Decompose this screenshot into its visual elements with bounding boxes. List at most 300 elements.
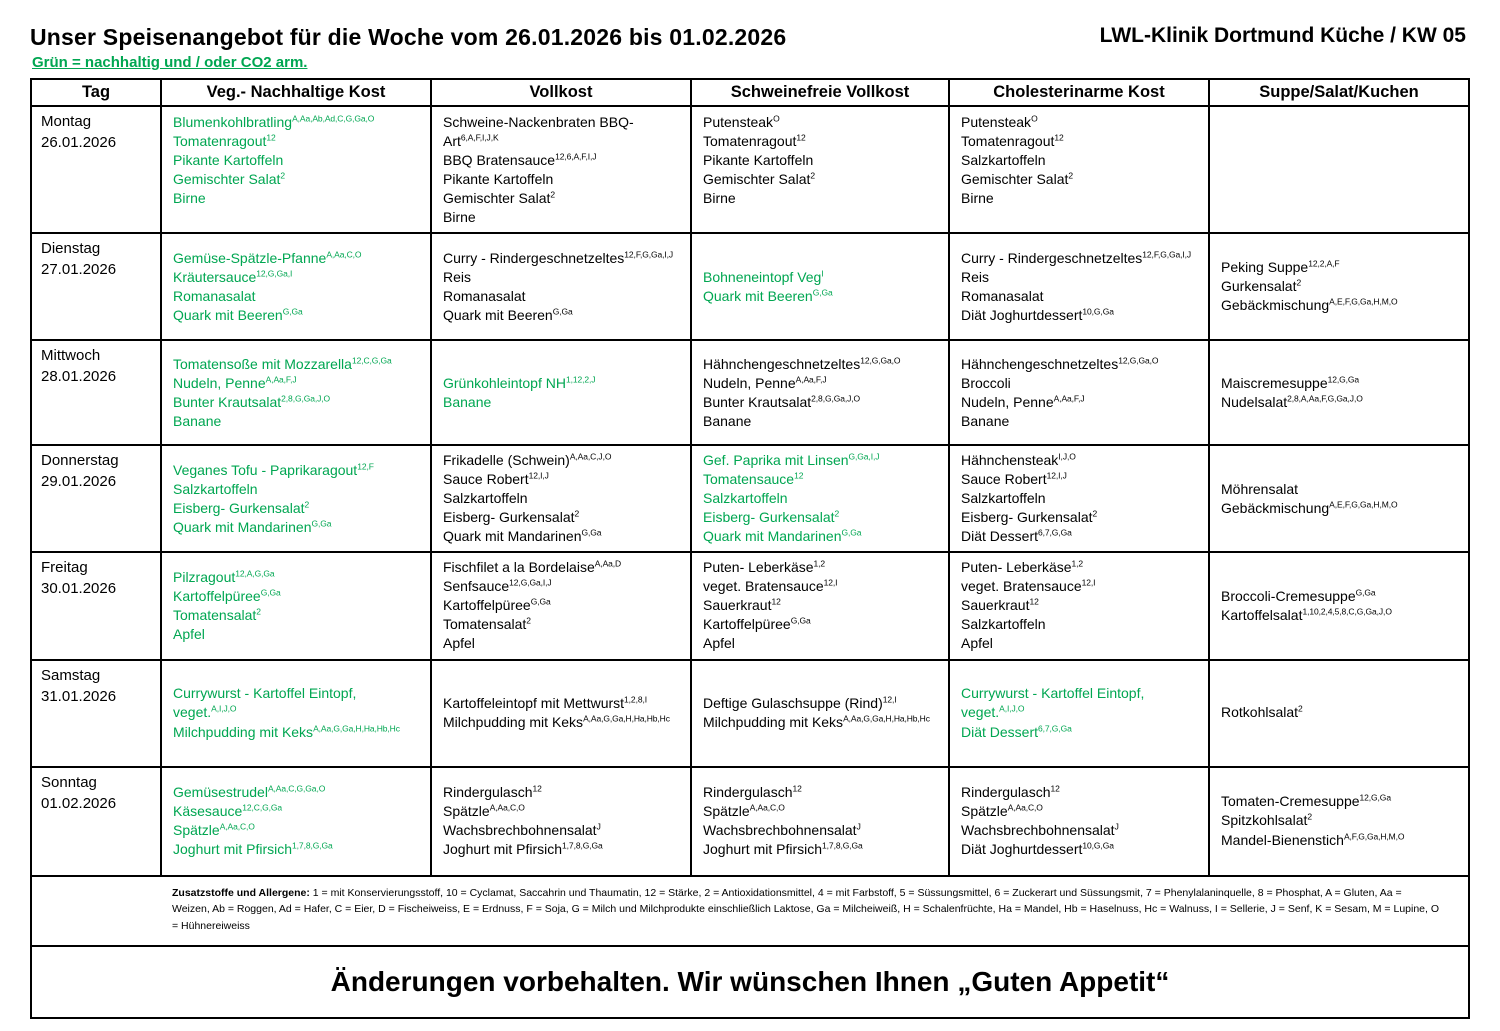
allergen-codes: A,Aa,C,O	[489, 802, 525, 813]
dish-name: Apfel	[443, 635, 475, 652]
dish	[1221, 587, 1460, 606]
dish-name: Mandel-Bienenstich	[1221, 831, 1344, 848]
dish-name: Bunter Krautsalat	[173, 393, 282, 410]
dish-name: Putensteak	[703, 114, 774, 130]
dish	[961, 287, 1200, 306]
dish-name: Pikante Kartoffeln	[703, 152, 814, 169]
day-date: 27.01.2026	[41, 261, 117, 279]
dish-name: Eisberg- Gurkensalat	[961, 509, 1093, 526]
day-name: Sonntag	[41, 773, 97, 791]
dish-name: Gemüse-Spätzle-Pfanne	[173, 249, 327, 266]
dish-name: Apfel	[961, 635, 993, 652]
dish	[703, 412, 940, 431]
allergen-codes: G,Ga	[260, 587, 281, 598]
allergen-codes: 6,7,G,Ga	[1038, 722, 1072, 733]
day-date: 29.01.2026	[41, 473, 117, 491]
menu-cell-veg-nachhaltige-kost	[161, 340, 431, 445]
menu-cell-cholesterinarme-kost	[949, 767, 1209, 876]
day-name: Dienstag	[41, 240, 101, 258]
dish-name: Salzkartoffeln	[173, 480, 258, 497]
banner-row	[31, 946, 1469, 1018]
dish-name: Bunter Krautsalat	[703, 393, 812, 410]
dish-name: Gebäckmischung	[1221, 499, 1330, 516]
menu-cell-cholesterinarme-kost	[949, 233, 1209, 340]
allergen-codes: A,Aa,C,G,Ga,O	[267, 783, 326, 794]
day-name: Mittwoch	[41, 347, 101, 365]
dish-name: Möhrensalat	[1221, 480, 1299, 497]
dish-name: Gemüsestrudel	[173, 783, 268, 800]
dish	[961, 508, 1200, 527]
allergen-codes: 12,C,G,Ga	[242, 802, 283, 813]
dish-name: Peking Suppe	[1221, 259, 1309, 276]
dish	[703, 802, 940, 821]
dish-name: Tomatensalat	[173, 606, 257, 623]
dish-name: Nudeln, Penne	[703, 374, 796, 391]
menu-cell-schweinefreie-vollkost	[691, 233, 949, 340]
allergen-codes: 1,7,8,G,Ga	[562, 840, 603, 851]
dish-name: veget. Bratensauce	[961, 578, 1082, 595]
dish	[173, 587, 422, 606]
dish	[173, 393, 422, 412]
allergen-codes: 2	[834, 508, 840, 519]
dish	[443, 713, 682, 732]
dish	[703, 634, 940, 653]
dish	[1221, 296, 1460, 315]
page-header	[30, 24, 1468, 51]
dish-name: Joghurt mit Pfirsich	[173, 841, 293, 858]
day-name: Samstag	[41, 666, 101, 684]
dish-name: Diät Dessert	[961, 723, 1039, 740]
menu-cell-veg-nachhaltige-kost	[161, 233, 431, 340]
dish-name: Spätzle	[173, 822, 220, 838]
dish-name: Romanasalat	[173, 287, 256, 304]
dish	[961, 355, 1200, 374]
allergen-codes: 12,C,G,Ga	[351, 354, 392, 365]
dish	[703, 615, 940, 634]
allergen-codes: I	[821, 268, 824, 278]
allergen-codes: 12	[266, 132, 276, 143]
dish-name: Nudeln, Penne	[961, 393, 1054, 410]
dish	[961, 393, 1200, 412]
allergen-codes: 10,G,Ga	[1082, 840, 1114, 851]
dish-name: Salzkartoffeln	[961, 490, 1046, 507]
dish	[961, 558, 1200, 577]
dish	[703, 821, 940, 840]
dish	[961, 783, 1200, 802]
menu-cell-vollkost	[431, 340, 691, 445]
day-date: 31.01.2026	[41, 687, 117, 705]
menu-cell-vollkost	[431, 660, 691, 767]
dish	[443, 451, 682, 470]
menu-cell-vollkost	[431, 106, 691, 233]
allergen-footnote	[31, 876, 1469, 946]
dish	[1221, 811, 1460, 830]
allergen-codes: 6,A,F,I,J,K	[460, 132, 499, 143]
dish	[443, 527, 682, 546]
dish-name: Kartoffelsalat	[1221, 606, 1303, 623]
dish-name: Gurkensalat	[1221, 278, 1297, 295]
menu-cell-veg-nachhaltige-kost	[161, 660, 431, 767]
menu-cell-suppe-salat-kuchen	[1209, 106, 1469, 233]
dish	[1221, 277, 1460, 296]
allergen-codes: 12	[1029, 596, 1039, 607]
footnote-text: 1 = mit Konservierungsstoff, 10 = Cyclamat, Saccahrin und Thaumatin, 12 = Stärke, 2 = Antioxidationsmittel, 4 = mit Farbstoff, 5 = Süssungsmittel, 6 = Zuckerart und Süssungsmit, 7 = Phenylalaninquelle, 8 = Phosphat, A = Gluten, Aa = Weizen, Ab = Roggen, Ad = Hafer, C = Eier, D = Fischeiweiss, E = Erdnuss, F = Soja, G = Milch und Milchprodukte einschließlich Laktose, Ga = Milcheiweiß, H = Schalenfrüchte, Ha = Mandel, Hb = Haselnuss, Hc = Walnuss, I = Sellerie, J = Senf, K = Sesam, M = Lupine, O = Hühnereiweiss	[172, 886, 1440, 933]
allergen-codes: 1,12,2,J	[565, 374, 596, 384]
dish	[961, 821, 1200, 840]
allergen-codes: 1,10,2,4,5,8,C,G,Ga,J,O	[1302, 606, 1392, 617]
dish-name: Gef. Paprika mit Linsen	[703, 452, 849, 469]
menu-row-samstag	[31, 660, 1469, 767]
dish	[703, 451, 940, 470]
dish	[961, 170, 1200, 189]
dish-name: Salzkartoffeln	[703, 490, 788, 507]
dish	[703, 151, 940, 170]
allergen-codes: 12,I	[882, 694, 897, 705]
dish-name: Rotkohlsalat	[1221, 704, 1299, 721]
menu-cell-schweinefreie-vollkost	[691, 445, 949, 552]
dish-name: Käsesauce	[173, 802, 243, 819]
dish	[173, 287, 422, 306]
dish-name: Hähnchensteak	[961, 452, 1059, 469]
dish-name: BBQ Bratensauce	[443, 152, 556, 169]
allergen-codes: A,Aa,G,Ga,H,Ha,Hb,Hc	[583, 713, 670, 724]
dish	[1221, 393, 1460, 412]
day-cell	[31, 340, 161, 445]
dish-name: Quark mit Beeren	[703, 287, 813, 304]
allergen-codes: 12,G,Ga,O	[860, 354, 901, 365]
dish-name: Birne	[961, 190, 994, 207]
dish	[1221, 499, 1460, 518]
allergen-codes: 12,A,G,Ga	[235, 568, 275, 579]
dish	[443, 393, 682, 412]
dish-name: Diät Joghurtdessert	[961, 841, 1083, 858]
column-header-row	[31, 79, 1469, 106]
allergen-codes: 12	[1050, 783, 1060, 794]
dish	[703, 527, 940, 546]
menu-cell-vollkost	[431, 233, 691, 340]
dish	[703, 694, 940, 713]
dish-name: Quark mit Mandarinen	[703, 528, 842, 545]
dish	[173, 151, 422, 170]
allergen-codes: 1,2,8,I	[624, 694, 647, 705]
allergen-codes: 12,I,J	[1046, 470, 1067, 481]
dish	[961, 684, 1200, 722]
dish	[703, 268, 940, 287]
allergen-codes: A,F,G,Ga,H,M,O	[1343, 830, 1405, 841]
dish-name: Wachsbrechbohnensalat	[961, 822, 1115, 838]
page-title: Unser Speisenangebot für die Woche vom 26.01.2026 bis 01.02.2026	[30, 24, 787, 50]
allergen-codes: 2,8,G,Ga,J,O	[811, 393, 861, 404]
dish	[703, 189, 940, 208]
dish	[961, 489, 1200, 508]
menu-cell-veg-nachhaltige-kost	[161, 106, 431, 233]
allergen-codes: 12,G,Ga,I	[256, 268, 293, 278]
banner-text: Änderungen vorbehalten. Wir wünschen Ihnen „Guten Appetit“	[31, 946, 1469, 1018]
dish-name: Gebäckmischung	[1221, 297, 1330, 314]
dish-name: Romanasalat	[443, 287, 526, 304]
menu-cell-schweinefreie-vollkost	[691, 106, 949, 233]
dish	[1221, 480, 1460, 499]
dish	[443, 634, 682, 653]
allergen-codes: G,Ga	[530, 596, 551, 607]
dish	[961, 840, 1200, 859]
dish-name: Broccoli-Cremesuppe	[1221, 587, 1356, 604]
allergen-codes: 2	[810, 170, 816, 181]
allergen-codes: J	[1114, 821, 1119, 832]
dish-name: Diät Dessert	[961, 528, 1039, 545]
day-date: 30.01.2026	[41, 580, 117, 598]
allergen-codes: O	[1031, 113, 1038, 124]
dish	[173, 268, 422, 287]
allergen-codes: 12	[792, 783, 802, 794]
allergen-codes: 2	[1092, 508, 1098, 519]
dish	[961, 527, 1200, 546]
allergen-codes: 12,F,G,Ga,I,J	[1142, 248, 1192, 259]
day-date: 01.02.2026	[41, 794, 117, 812]
dish	[961, 374, 1200, 393]
menu-cell-schweinefreie-vollkost	[691, 340, 949, 445]
dish-name: Eisberg- Gurkensalat	[703, 509, 835, 526]
allergen-codes: I,J,O	[1058, 451, 1076, 462]
menu-row-mittwoch	[31, 340, 1469, 445]
dish-name: Apfel	[703, 635, 735, 652]
allergen-codes: A,Aa,F,J	[1053, 393, 1085, 404]
dish	[1221, 258, 1460, 277]
dish	[961, 615, 1200, 634]
allergen-codes: 12,2,A,F	[1308, 258, 1340, 269]
allergen-codes: A,Aa,C,O	[1007, 802, 1043, 813]
dish-name: Kartoffeleintopf mit Mettwurst	[443, 694, 625, 711]
allergen-codes: G,Ga	[552, 306, 573, 317]
dish-name: Senfsauce	[443, 578, 510, 595]
dish-name: Milchpudding mit Keks	[703, 714, 844, 730]
menu-cell-vollkost	[431, 552, 691, 659]
day-cell	[31, 445, 161, 552]
allergen-codes: 2	[304, 499, 310, 510]
allergen-codes: 6,7,G,Ga	[1038, 527, 1072, 538]
dish-name: Frikadelle (Schwein)	[443, 452, 570, 469]
allergen-codes: 1,7,8,G,Ga	[292, 840, 333, 851]
dish	[443, 596, 682, 615]
dish	[443, 577, 682, 596]
dish-name: Salzkartoffeln	[961, 616, 1046, 633]
day-name: Freitag	[41, 559, 88, 577]
allergen-codes: A,E,F,G,Ga,H,M,O	[1329, 296, 1398, 307]
allergen-codes: G,Ga	[812, 287, 833, 298]
allergen-codes: A,I,J,O	[211, 703, 237, 714]
dish-name: Salzkartoffeln	[961, 152, 1046, 169]
menu-row-montag	[31, 106, 1469, 233]
menu-cell-cholesterinarme-kost	[949, 660, 1209, 767]
dish	[1221, 831, 1460, 850]
dish	[443, 470, 682, 489]
dish	[961, 470, 1200, 489]
dish-name: Kräutersauce	[173, 268, 257, 285]
dish	[703, 374, 940, 393]
dish	[443, 151, 682, 170]
dish-name: Schweine-Nackenbraten BBQ-Art	[443, 114, 634, 150]
dish-name: Broccoli	[961, 374, 1011, 391]
dish	[173, 499, 422, 518]
dish-name: Gemischter Salat	[173, 171, 281, 188]
dish	[443, 840, 682, 859]
allergen-codes: 2,8,A,Aa,F,G,Ga,J,O	[1287, 393, 1363, 404]
dish-name: Kartoffelpüree	[703, 616, 791, 633]
column-header-cholesterinarme-kost: Cholesterinarme Kost	[949, 79, 1209, 106]
allergen-codes: 2	[1068, 170, 1074, 181]
menu-cell-cholesterinarme-kost	[949, 340, 1209, 445]
day-cell	[31, 767, 161, 876]
dish	[703, 470, 940, 489]
allergen-codes: A,I,J,O	[999, 703, 1025, 714]
menu-cell-schweinefreie-vollkost	[691, 552, 949, 659]
allergen-codes: A,Aa,Ab,Ad,C,G,Ga,O	[292, 113, 375, 124]
dish	[961, 412, 1200, 431]
allergen-codes: 12,F	[357, 461, 374, 472]
dish-name: Reis	[961, 268, 990, 285]
dish-name: Gemischter Salat	[961, 171, 1069, 188]
dish-name: Nudelsalat	[1221, 393, 1288, 410]
dish-name: Banane	[173, 412, 222, 429]
menu-cell-suppe-salat-kuchen	[1209, 552, 1469, 659]
allergen-codes: 2,8,G,Ga,J,O	[281, 393, 331, 404]
dish-name: Pilzragout	[173, 568, 236, 585]
dish-name: Diät Joghurtdessert	[961, 306, 1083, 323]
allergen-codes: 12	[1054, 132, 1064, 143]
dish-name: Quark mit Mandarinen	[443, 528, 582, 545]
day-date: 28.01.2026	[41, 368, 117, 386]
allergen-codes: G,Ga	[581, 527, 602, 538]
dish-name: Gemischter Salat	[703, 171, 811, 188]
allergen-codes: 12	[794, 470, 804, 481]
dish	[443, 287, 682, 306]
green-legend: Grün = nachhaltig und / oder CO2 arm.	[32, 54, 308, 71]
allergen-codes: 1,7,8,G,Ga	[822, 840, 863, 851]
clinic-title: LWL-Klinik Dortmund Küche / KW 05	[1099, 24, 1466, 47]
dish	[961, 577, 1200, 596]
dish	[703, 489, 940, 508]
allergen-codes: 2	[1298, 703, 1303, 714]
dish	[703, 577, 940, 596]
allergen-codes: 12	[771, 596, 781, 607]
dish-name: Hähnchengeschnetzeltes	[961, 355, 1119, 372]
menu-cell-suppe-salat-kuchen	[1209, 340, 1469, 445]
dish-name: Sauerkraut	[703, 597, 772, 614]
dish-name: Reis	[443, 268, 472, 285]
dish	[443, 508, 682, 527]
dish	[443, 615, 682, 634]
dish	[443, 489, 682, 508]
dish	[443, 113, 682, 151]
dish-name: Salzkartoffeln	[443, 490, 528, 507]
dish-name: Bohneneintopf Veg	[703, 268, 822, 285]
dish	[173, 306, 422, 325]
dish	[443, 189, 682, 208]
dish	[443, 558, 682, 577]
dish	[703, 508, 940, 527]
dish	[703, 783, 940, 802]
dish	[961, 802, 1200, 821]
dish	[173, 132, 422, 151]
dish	[961, 451, 1200, 470]
dish	[703, 113, 940, 132]
dish	[1221, 606, 1460, 625]
dish	[703, 596, 940, 615]
dish-name: Currywurst - Kartoffel Eintopf, veget.	[173, 685, 357, 721]
allergen-codes: 2	[280, 170, 286, 181]
allergen-codes: 12,G,Ga,O	[1118, 354, 1159, 365]
dish	[961, 151, 1200, 170]
dish-name: Sauce Robert	[961, 471, 1047, 488]
allergen-codes: 1,2	[1071, 558, 1084, 569]
dish	[703, 558, 940, 577]
dish	[173, 480, 422, 499]
allergen-codes: A,Aa,G,Ga,H,Ha,Hb,Hc	[843, 713, 930, 724]
dish-name: Banane	[443, 393, 492, 410]
dish-name: Pikante Kartoffeln	[443, 171, 554, 188]
dish-name: Rindergulasch	[443, 783, 533, 800]
allergen-codes: J	[596, 821, 601, 832]
dish-name: Nudeln, Penne	[173, 374, 266, 391]
dish-name: Maiscremesuppe	[1221, 374, 1328, 391]
allergen-codes: A,Aa,F,J	[795, 374, 827, 384]
dish-name: Putensteak	[961, 114, 1032, 130]
allergen-codes: G,Ga	[1355, 587, 1376, 598]
dish	[703, 393, 940, 412]
dish-name: Hähnchengeschnetzeltes	[703, 355, 861, 372]
dish-name: Birne	[443, 209, 476, 226]
allergen-codes: A,Aa,G,Ga,H,Ha,Hb,Hc	[313, 722, 400, 733]
allergen-codes: 2	[550, 189, 556, 200]
dish	[961, 113, 1200, 132]
day-name: Donnerstag	[41, 452, 119, 470]
dish-name: Kartoffelpüree	[173, 587, 261, 604]
dish-name: Tomatenragout	[173, 133, 267, 150]
dish	[961, 189, 1200, 208]
dish-name: Tomatensoße mit Mozzarella	[173, 355, 352, 372]
allergen-codes: A,Aa,C,O	[749, 802, 785, 813]
dish	[1221, 374, 1460, 393]
dish-name: Rindergulasch	[961, 783, 1051, 800]
dish-name: Fischfilet a la Bordelaise	[443, 559, 595, 576]
dish	[173, 189, 422, 208]
allergen-codes: 10,G,Ga	[1082, 306, 1114, 317]
dish-name: Quark mit Beeren	[173, 306, 283, 323]
dish-name: Wachsbrechbohnensalat	[703, 822, 857, 838]
dish-name: Milchpudding mit Keks	[173, 723, 314, 740]
day-cell	[31, 106, 161, 233]
menu-cell-suppe-salat-kuchen	[1209, 660, 1469, 767]
dish	[173, 412, 422, 431]
allergen-codes: 12,I	[823, 577, 838, 588]
dish	[1221, 703, 1460, 722]
allergen-codes: 12,F,G,Ga,I,J	[624, 248, 674, 259]
day-name: Montag	[41, 113, 92, 130]
dish	[961, 634, 1200, 653]
dish	[443, 694, 682, 713]
dish-name: Eisberg- Gurkensalat	[443, 509, 575, 526]
dish	[173, 625, 422, 644]
dish	[443, 802, 682, 821]
allergen-codes: J	[856, 821, 861, 832]
dish-name: Spätzle	[443, 802, 490, 819]
dish	[443, 821, 682, 840]
menu-cell-schweinefreie-vollkost	[691, 660, 949, 767]
allergen-codes: 2	[574, 508, 580, 519]
allergen-codes: G,Ga	[282, 306, 303, 317]
dish	[173, 170, 422, 189]
allergen-codes: 12,G,Ga	[1327, 374, 1360, 384]
